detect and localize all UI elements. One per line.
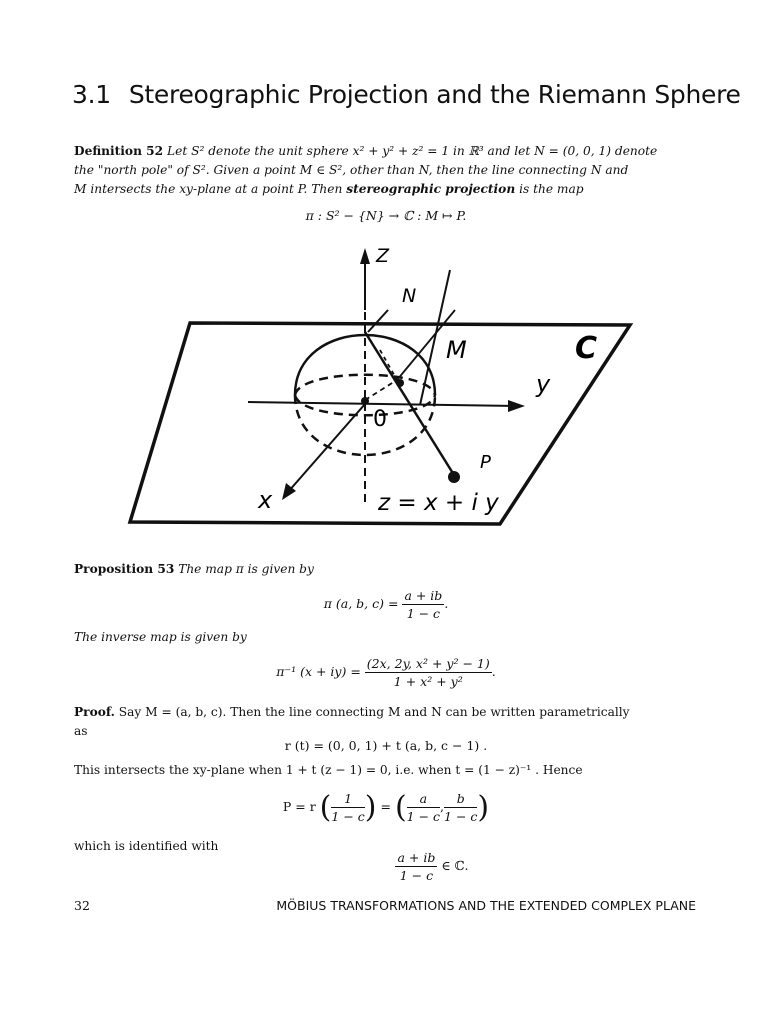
point-p bbox=[448, 471, 460, 483]
point-origin bbox=[361, 397, 369, 405]
eq1-denominator: 1 − c bbox=[406, 606, 441, 621]
eq-p-den-2: 1 − c bbox=[406, 809, 441, 824]
proof-label: Proof. bbox=[74, 705, 115, 719]
eq2-numerator: (2x, 2y, x² + y² − 1) bbox=[366, 656, 490, 671]
eq1-numerator: a + ib bbox=[404, 588, 443, 603]
x-axis-label: x bbox=[258, 486, 273, 514]
eq2-lhs: π⁻¹ (x + iy) = bbox=[276, 664, 361, 679]
eq-p-equals: = bbox=[380, 799, 391, 814]
eq-p-fraction-3 bbox=[444, 791, 477, 824]
complex-variable-label: z = x + i y bbox=[378, 490, 499, 516]
y-axis-label: y bbox=[536, 370, 551, 398]
equation-inverse-map bbox=[74, 656, 698, 689]
proof-line-3: This intersects the xy-plane when 1 + t (z − 1) = 0, i.e. when t = (1 − z)⁻¹ . Hence bbox=[74, 763, 583, 777]
eq-final-fraction bbox=[395, 850, 437, 883]
definition-line-1: Let S² denote the unit sphere x² + y² + z² = 1 in ℝ³ and let N = (0, 0, 1) denote bbox=[167, 144, 658, 158]
equation-forward-map bbox=[74, 588, 698, 621]
origin-label: 0 bbox=[373, 407, 387, 432]
map-equation: π : S² − {N} → ℂ : M ↦ P. bbox=[305, 208, 467, 223]
eq1-fraction bbox=[402, 588, 444, 621]
definition-label: Definition 52 bbox=[74, 144, 164, 158]
eq-p-num-3: b bbox=[444, 791, 477, 808]
eq-final-end: ∈ ℂ. bbox=[441, 858, 469, 873]
inverse-map-text: The inverse map is given by bbox=[74, 630, 247, 644]
y-axis-line bbox=[248, 402, 515, 406]
section-number: 3.1 bbox=[72, 80, 111, 109]
eq-p-num-1: 1 bbox=[331, 791, 364, 808]
z-axis-label: Z bbox=[376, 245, 390, 267]
definition-line-2: the "north pole" of S². Given a point M ∈ S², other than N, then the line connecting N and bbox=[74, 163, 629, 177]
equation-parametric-line: r (t) = (0, 0, 1) + t (a, b, c − 1) . bbox=[284, 738, 488, 753]
page-number: 32 bbox=[74, 898, 90, 913]
definition-line-3-start: M intersects the xy-plane at a point P. Then bbox=[74, 182, 343, 196]
z-axis-arrow bbox=[360, 248, 370, 264]
proposition-text: The map π is given by bbox=[178, 562, 314, 576]
definition-term: stereographic projection bbox=[346, 182, 516, 196]
eq-p-den-3: 1 − c bbox=[444, 809, 478, 824]
north-pole-label: N bbox=[402, 285, 417, 307]
eq1-end: . bbox=[444, 596, 449, 611]
proof-line-2: as bbox=[74, 724, 88, 738]
point-m-label: M bbox=[446, 336, 467, 364]
m-radius-dashed bbox=[365, 380, 397, 400]
proposition-label: Proposition 53 bbox=[74, 562, 175, 576]
plane-label: C bbox=[575, 331, 598, 366]
eq2-denominator: 1 + x² + y² bbox=[393, 674, 463, 689]
equation-point-p: P = r ( $\frac{1}{1 - c}$ ) = ( $\frac{a}{1 - c}$ , $\frac{b}{1 - c}$ ) bbox=[282, 790, 490, 825]
proof-block bbox=[74, 703, 698, 741]
proof-line-1: Say M = (a, b, c). Then the line connecting M and N can be written parametrically bbox=[118, 705, 630, 719]
n-pointer bbox=[368, 310, 388, 332]
eq-p-fraction-1 bbox=[331, 791, 364, 824]
equation-identification bbox=[120, 850, 744, 883]
proof-line-4: which is identified with bbox=[74, 839, 219, 853]
eq2-end: . bbox=[491, 664, 496, 679]
eq-final-den: 1 − c bbox=[399, 868, 434, 883]
definition-block bbox=[74, 142, 698, 199]
eq-p-lhs: P = r bbox=[282, 799, 316, 814]
section-title: Stereographic Projection and the Riemann Sphere bbox=[128, 80, 741, 109]
eq-p-num-2: a bbox=[407, 791, 440, 808]
running-head: MÖBIUS TRANSFORMATIONS AND THE EXTENDED COMPLEX PLANE bbox=[276, 898, 696, 913]
eq1-lhs: π (a, b, c) = bbox=[323, 596, 399, 611]
point-m bbox=[396, 379, 404, 387]
proposition-statement bbox=[74, 560, 698, 579]
eq2-fraction bbox=[365, 656, 492, 689]
y-axis-arrow bbox=[508, 400, 525, 412]
definition-line-3-end: is the map bbox=[519, 182, 584, 196]
riemann-sphere-figure bbox=[120, 240, 640, 540]
eq-final-num: a + ib bbox=[397, 850, 436, 865]
section-heading bbox=[72, 80, 741, 109]
eq-p-den-1: 1 − c bbox=[331, 809, 365, 824]
point-p-label: P bbox=[480, 452, 491, 473]
eq-p-fraction-2 bbox=[407, 791, 440, 824]
